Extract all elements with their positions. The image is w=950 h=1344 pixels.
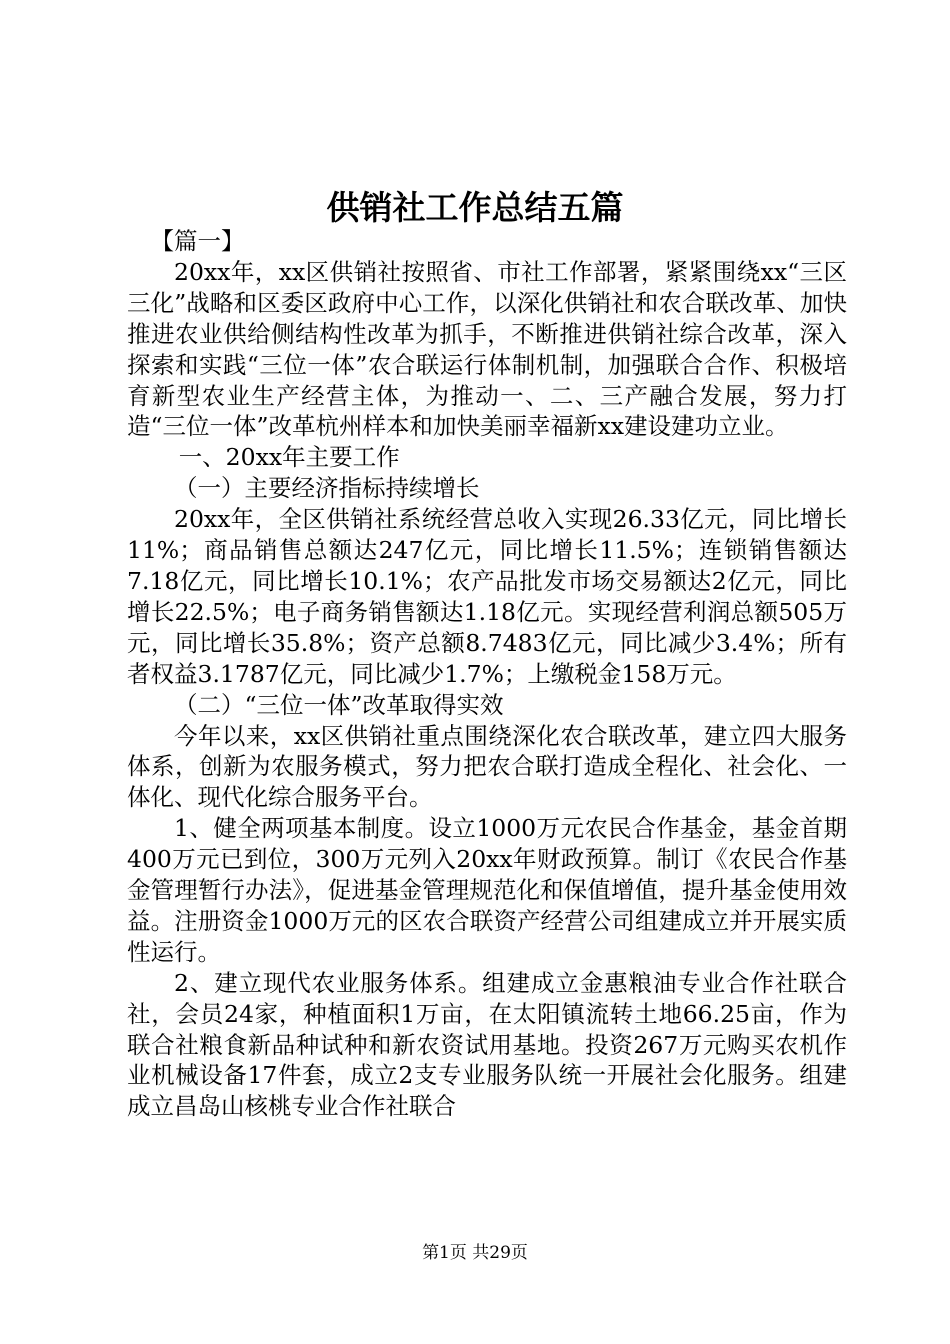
paragraph: 20xx年，全区供销社系统经营总收入实现26.33亿元，同比增长11%；商品销售总额达247亿元，同比增长11.5%；连锁销售额达7.18亿元，同比增长10.1%；农产品批发市场交易额达2亿元，同比增长22.5%；电子商务销售额达1.18亿元。实现经营利润总额505万元，同比增长35.8%；资产总额8.7483亿元，同比减少3.4%；所有者权益3.1787亿元，同比减少1.7%；上缴税金158万元。 — [127, 505, 847, 688]
paragraph: 20xx年，xx区供销社按照省、市社工作部署，紧紧围绕xx“三区三化”战略和区委区政府中心工作，以深化供销社和农合联改革、加快推进农业供给侧结构性改革为抓手，不断推进供销社综合改革，深入探索和实践“三位一体”农合联运行体制机制，加强联合合作、积极培育新型农业生产经营主体，为推动一、二、三产融合发展，努力打造“三位一体”改革杭州样本和加快美丽幸福新xx建设建功立业。 — [127, 257, 847, 441]
page-footer: 第1页 共29页 — [422, 1243, 528, 1263]
subsection-heading: （二）“三位一体”改革取得实效 — [174, 690, 504, 719]
paragraph: 1、健全两项基本制度。设立1000万元农民合作基金，基金首期400万元已到位，300万元列入20xx年财政预算。制订《农民合作基金管理暂行办法》，促进基金管理规范化和保值增值，提升基金使用效益。注册资金1000万元的区农合联资产经营公司组建成立并开展实质性运行。 — [127, 814, 847, 966]
subsection-heading: （一）主要经济指标持续增长 — [174, 474, 480, 503]
paragraph: 今年以来，xx区供销社重点围绕深化农合联改革，建立四大服务体系，创新为农服务模式，努力把农合联打造成全程化、社会化、一体化、现代化综合服务平台。 — [127, 721, 847, 812]
document-title: 供销社工作总结五篇 — [326, 188, 624, 227]
section-heading: 一、20xx年主要工作 — [178, 443, 400, 472]
paragraph: 2、建立现代农业服务体系。组建成立金惠粮油专业合作社联合社，会员24家，种植面积1万亩，在太阳镇流转土地66.25亩，作为联合社粮食新品种试种和新农资试用基地。投资267万元购买农机作业机械设备17件套，成立2支专业服务队统一开展社会化服务。组建成立昌岛山核桃专业合作社联合 — [127, 968, 847, 1121]
document-body — [127, 226, 847, 1122]
section-heading: 【篇一】 — [150, 227, 245, 255]
